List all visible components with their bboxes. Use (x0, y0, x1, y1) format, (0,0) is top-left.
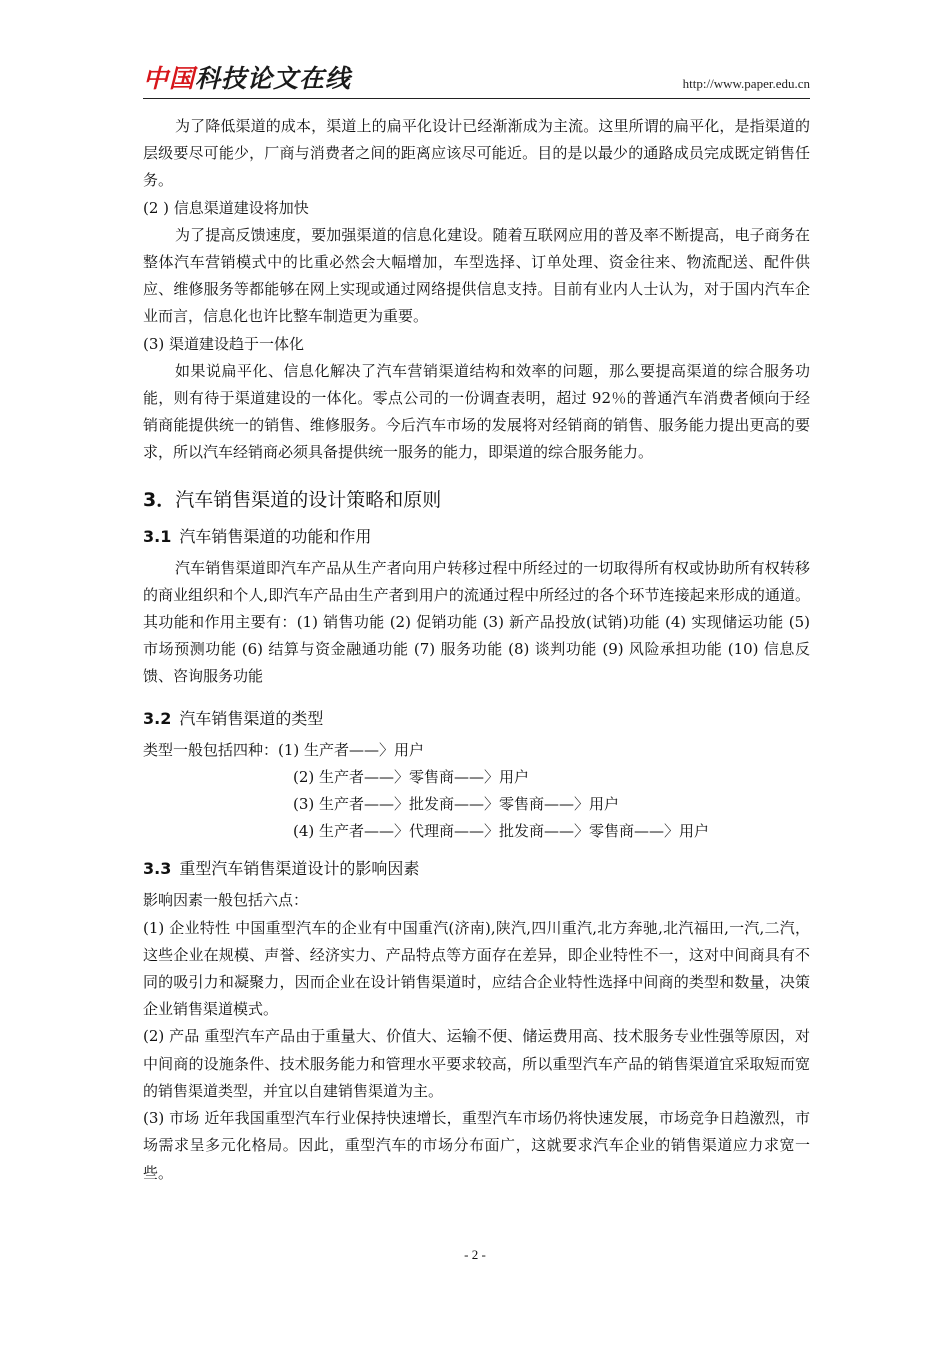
type-2: (2) 生产者——〉零售商——〉用户 (293, 767, 530, 786)
journal-logo (143, 64, 351, 94)
header-url: http://www.paper.edu.cn (682, 76, 810, 91)
logo-red-text: 中国 (143, 64, 196, 93)
section-3-2-title: 汽车销售渠道的类型 (179, 708, 324, 728)
section-3-1-number: 3.1 (143, 526, 172, 546)
factor-enterprise: (1) 企业特性 中国重型汽车的企业有中国重汽(济南),陕汽,四川重汽,北方奔驰,北汽福田,一汽,二汽，这些企业在规模、声誉、经济实力、产品特点等方面存在差异，即企业特性不一，这对中间商具有不同的吸引力和凝聚力，因而企业在设计销售渠道时，应结合企业特性选择中间商的类型和数量，决策企业销售渠道模式。 (143, 918, 810, 1019)
logo-black-text: 科技论文在线 (195, 64, 352, 93)
section-3-2-heading (143, 705, 810, 733)
section-3-3-number: 3.3 (143, 859, 172, 879)
header-rule (143, 98, 810, 99)
item-2-title: (2 ) 信息渠道建设将加快 (143, 198, 309, 217)
section-3-heading (143, 483, 810, 517)
types-intro: 类型一般包括四种：(1) 生产者——〉用户 (143, 740, 425, 759)
section-3-number: 3． (143, 488, 176, 511)
item-3-title: (3) 渠道建设趋于一体化 (143, 334, 305, 353)
page-number: - 2 - (464, 1247, 486, 1262)
section-3-title: 汽车销售渠道的设计策略和原则 (175, 488, 442, 511)
factors-intro: 影响因素一般包括六点： (143, 891, 309, 910)
paragraph-functions: 汽车销售渠道即汽车产品从生产者向用户转移过程中所经过的一切取得所有权或协助所有权转移的商业组织和个人,即汽车产品由生产者到用户的流通过程中所经过的各个环节连接起来形成的通道。其功能和作用主要有：(1) 销售功能 (2) 促销功能 (3) 新产品投放(试销)功能 (4) 实现储运功能 (5) 市场预测功能 (6) 结算与资金融通功能 (7) 服务功能 (8) 谈判功能 (9) 风险承担功能 (10) 信息反馈、咨询服务功能 (143, 558, 810, 686)
factor-market: (3) 市场 近年我国重型汽车行业保持快速增长，重型汽车市场仍将快速发展，市场竞争日趋激烈，市场需求呈多元化格局。因此，重型汽车的市场分布面广，这就要求汽车企业的销售渠道应力求宽一些。 (143, 1109, 810, 1182)
section-3-1-heading (143, 523, 810, 551)
section-3-3-heading (143, 855, 810, 883)
type-3: (3) 生产者——〉批发商——〉零售商——〉用户 (293, 795, 620, 814)
section-3-2-number: 3.2 (143, 708, 172, 728)
page-header (143, 62, 810, 96)
section-3-3-title: 重型汽车销售渠道设计的影响因素 (179, 859, 420, 879)
section-3-1-title: 汽车销售渠道的功能和作用 (179, 526, 372, 546)
type-4: (4) 生产者——〉代理商——〉批发商——〉零售商——〉用户 (293, 822, 710, 841)
paragraph-informatization: 为了提高反馈速度，要加强渠道的信息化建设。随着互联网应用的普及率不断提高，电子商务在整体汽车营销模式中的比重必然会大幅增加，车型选择、订单处理、资金往来、物流配送、配件供应、维修服务等都能够在网上实现或通过网络提供信息支持。目前有业内人士认为，对于国内汽车企业而言，信息化也许比整车制造更为重要。 (143, 225, 810, 326)
page-content (143, 113, 810, 1187)
paragraph-integration: 如果说扁平化、信息化解决了汽车营销渠道结构和效率的问题，那么要提高渠道的综合服务功能，则有待于渠道建设的一体化。零点公司的一份调查表明，超过 92％的普通汽车消费者倾向于经销商能提供统一的销售、维修服务。今后汽车市场的发展将对经销商的销售、服务能力提出更高的要求，所以汽车经销商必须具备提供统一服务的能力，即渠道的综合服务能力。 (143, 361, 810, 462)
paragraph-flattening: 为了降低渠道的成本，渠道上的扁平化设计已经渐渐成为主流。这里所谓的扁平化，是指渠道的层级要尽可能少，厂商与消费者之间的距离应该尽可能近。目的是以最少的通路成员完成既定销售任务。 (143, 117, 810, 190)
factor-product: (2) 产品 重型汽车产品由于重量大、价值大、运输不便、储运费用高、技术服务专业性强等原因，对中间商的设施条件、技术服务能力和管理水平要求较高，所以重型汽车产品的销售渠道宜采取短而宽的销售渠道类型，并宜以自建销售渠道为主。 (143, 1027, 810, 1100)
